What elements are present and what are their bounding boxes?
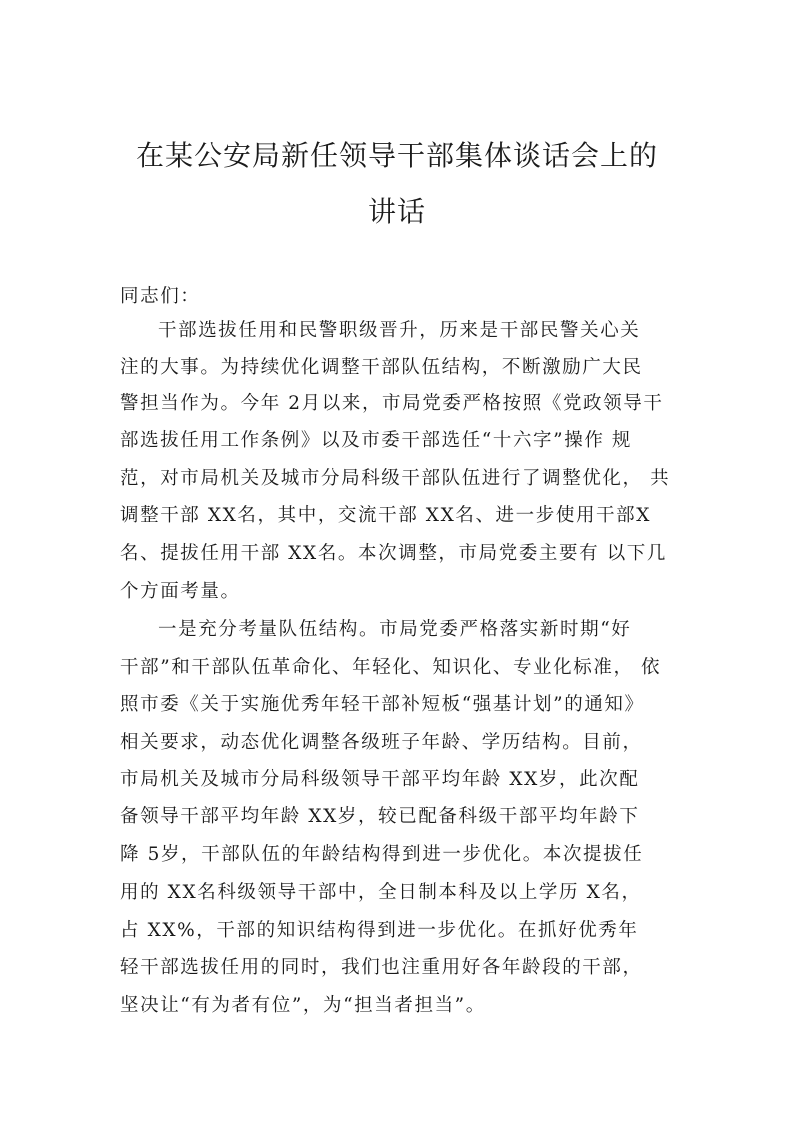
body-line: 干部选拔任用和民警职级晋升，历来是干部民警关心关 <box>158 320 641 341</box>
body-line: 警担当作为。今年 2月以来，市局党委严格按照《党政领导干 <box>120 393 664 414</box>
body-line: 用的 XX名科级领导干部中，全日制本科及以上学历 X名， <box>120 882 642 903</box>
body-line: 注的大事。为持续优化调整干部队伍结构，不断激励广大民 <box>120 357 643 378</box>
body-line: 占 XX%，干部的知识结构得到进一步优化。在抓好优秀年 <box>120 920 639 941</box>
body-line: 部选拔任用工作条例》以及市委干部选任“十六字”操作 规 <box>120 430 632 451</box>
body-line: 备领导干部平均年龄 XX岁，较已配备科级干部平均年龄下 <box>120 806 640 827</box>
body-line: 调整干部 XX名，其中，交流干部 XX名、进一步使用干部X <box>120 505 652 526</box>
document-title-line-1: 在某公安局新任领导干部集体谈话会上的 <box>135 139 658 172</box>
body-line: 市局机关及城市分局科级领导干部平均年龄 XX岁，此次配 <box>120 769 640 790</box>
body-line: 个方面考量。 <box>120 581 241 602</box>
body-line: 照市委《关于实施优秀年轻干部补短板“强基计划”的通知》 <box>120 694 645 715</box>
body-line: 坚决让“有为者有位”，为“担当者担当”。 <box>120 995 486 1016</box>
body-line: 相关要求，动态优化调整各级班子年龄、学历结构。目前， <box>120 732 643 753</box>
body-line: 轻干部选拔任用的同时，我们也注重用好各年龄段的干部， <box>120 957 643 978</box>
salutation: 同志们： <box>120 286 201 307</box>
body-line: 名、提拔任用干部 XX名。本次调整，市局党委主要有 以下几 <box>120 543 668 564</box>
document-title-line-2: 讲话 <box>367 195 426 228</box>
body-line: 一是充分考量队伍结构。市局党委严格落实新时期“好 <box>158 619 632 640</box>
body-line: 范，对市局机关及城市分局科级干部队伍进行了调整优化， 共 <box>120 468 671 489</box>
body-line: 干部”和干部队伍革命化、年轻化、知识化、专业化标准， 依 <box>120 657 662 678</box>
body-line: 降 5岁，干部队伍的年龄结构得到进一步优化。本次提拔任 <box>120 844 644 865</box>
